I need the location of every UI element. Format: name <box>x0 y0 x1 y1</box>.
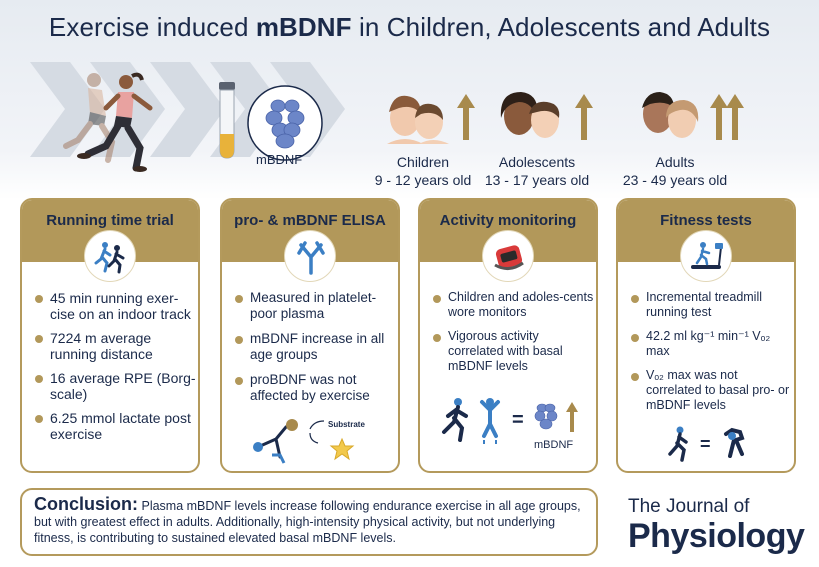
list-item: Measured in platelet-poor plasma <box>232 290 397 322</box>
adolescents-faces-icon <box>467 78 607 148</box>
list-item: 6.25 mmol lactate post exercise <box>32 410 197 442</box>
card-running-time-trial <box>20 198 200 473</box>
list-item: Incremental treadmill running test <box>628 290 793 320</box>
group-name: Adolescents <box>498 154 576 170</box>
bullet-list <box>430 290 595 383</box>
group-adolescents <box>462 78 612 188</box>
journal-line2: Physiology <box>628 517 805 555</box>
card-title: Activity monitoring <box>439 212 577 229</box>
list-item: 45 min running exer-cise on an indoor track <box>32 290 197 322</box>
card-elisa <box>220 198 400 473</box>
mbdnf-art-label: mBDNF <box>534 439 574 451</box>
card-activity-monitoring <box>418 198 598 473</box>
runners-icon <box>93 239 129 275</box>
adults-faces-icon <box>600 78 750 148</box>
list-item: mBDNF increase in all age groups <box>232 331 397 363</box>
group-age: 9 - 12 years old <box>374 172 472 188</box>
list-item: 16 average RPE (Borg-scale) <box>32 370 197 402</box>
card-icon-badge <box>284 230 336 282</box>
group-age: 23 - 49 years old <box>622 172 728 188</box>
list-item: Children and adoles-cents wore monitors <box>430 290 595 320</box>
card-icon-badge <box>482 230 534 282</box>
group-age: 13 - 17 years old <box>484 172 590 188</box>
bullet-list <box>232 290 397 413</box>
bullet-list <box>628 290 793 422</box>
elisa-substrate-illustration <box>252 415 372 465</box>
conclusion-box <box>20 488 598 556</box>
card-title: pro- & mBDNF ELISA <box>234 212 386 229</box>
svg-text:=: = <box>700 434 711 454</box>
mbdnf-label: mBDNF <box>256 152 303 167</box>
journal-line1: The Journal of <box>628 496 750 517</box>
runners-illustration-icon <box>48 68 168 178</box>
antibody-icon <box>293 239 329 275</box>
substrate-label: Substrate <box>328 420 365 429</box>
card-title: Running time trial <box>46 212 174 229</box>
group-adults <box>600 78 750 188</box>
conclusion-title: Conclusion: <box>34 494 138 514</box>
activity-monitor-icon <box>491 239 527 275</box>
card-fitness-tests <box>616 198 796 473</box>
list-item: 7224 m average running distance <box>32 330 197 362</box>
bullet-list <box>32 290 197 450</box>
mbdnf-molecule-icon <box>246 84 324 162</box>
svg-text:=: = <box>512 409 524 431</box>
card-title: Fitness tests <box>660 212 752 229</box>
conclusion-text: Plasma mBDNF levels increase following endurance exercise in all age groups, but with greatest effect in adults. Additionally, high-intensity physical activity, but not underlying fitness, is contributing to sustained elevated basal mBDNF levels. <box>34 499 581 545</box>
page-title: Exercise induced mBDNF in Children, Adolescents and Adults <box>48 12 771 42</box>
treadmill-icon <box>689 239 725 275</box>
list-item: proBDNF was not affected by exercise <box>232 372 397 404</box>
group-name: Children <box>396 154 450 170</box>
blood-tube-icon <box>215 82 239 160</box>
group-name: Adults <box>655 154 695 170</box>
card-icon-badge <box>680 230 732 282</box>
list-item: Vigorous activity correlated with basal mBDNF levels <box>430 329 595 374</box>
list-item: Vₒ₂ max was not correlated to basal pro- or mBDNF levels <box>628 368 793 413</box>
list-item: 42.2 ml kg⁻¹ min⁻¹ Vₒ₂ max <box>628 329 793 359</box>
card-icon-badge <box>84 230 136 282</box>
journal-logo <box>628 496 804 554</box>
vigorous-activity-illustration <box>436 396 586 458</box>
fitness-not-correlated-illustration <box>666 426 756 462</box>
